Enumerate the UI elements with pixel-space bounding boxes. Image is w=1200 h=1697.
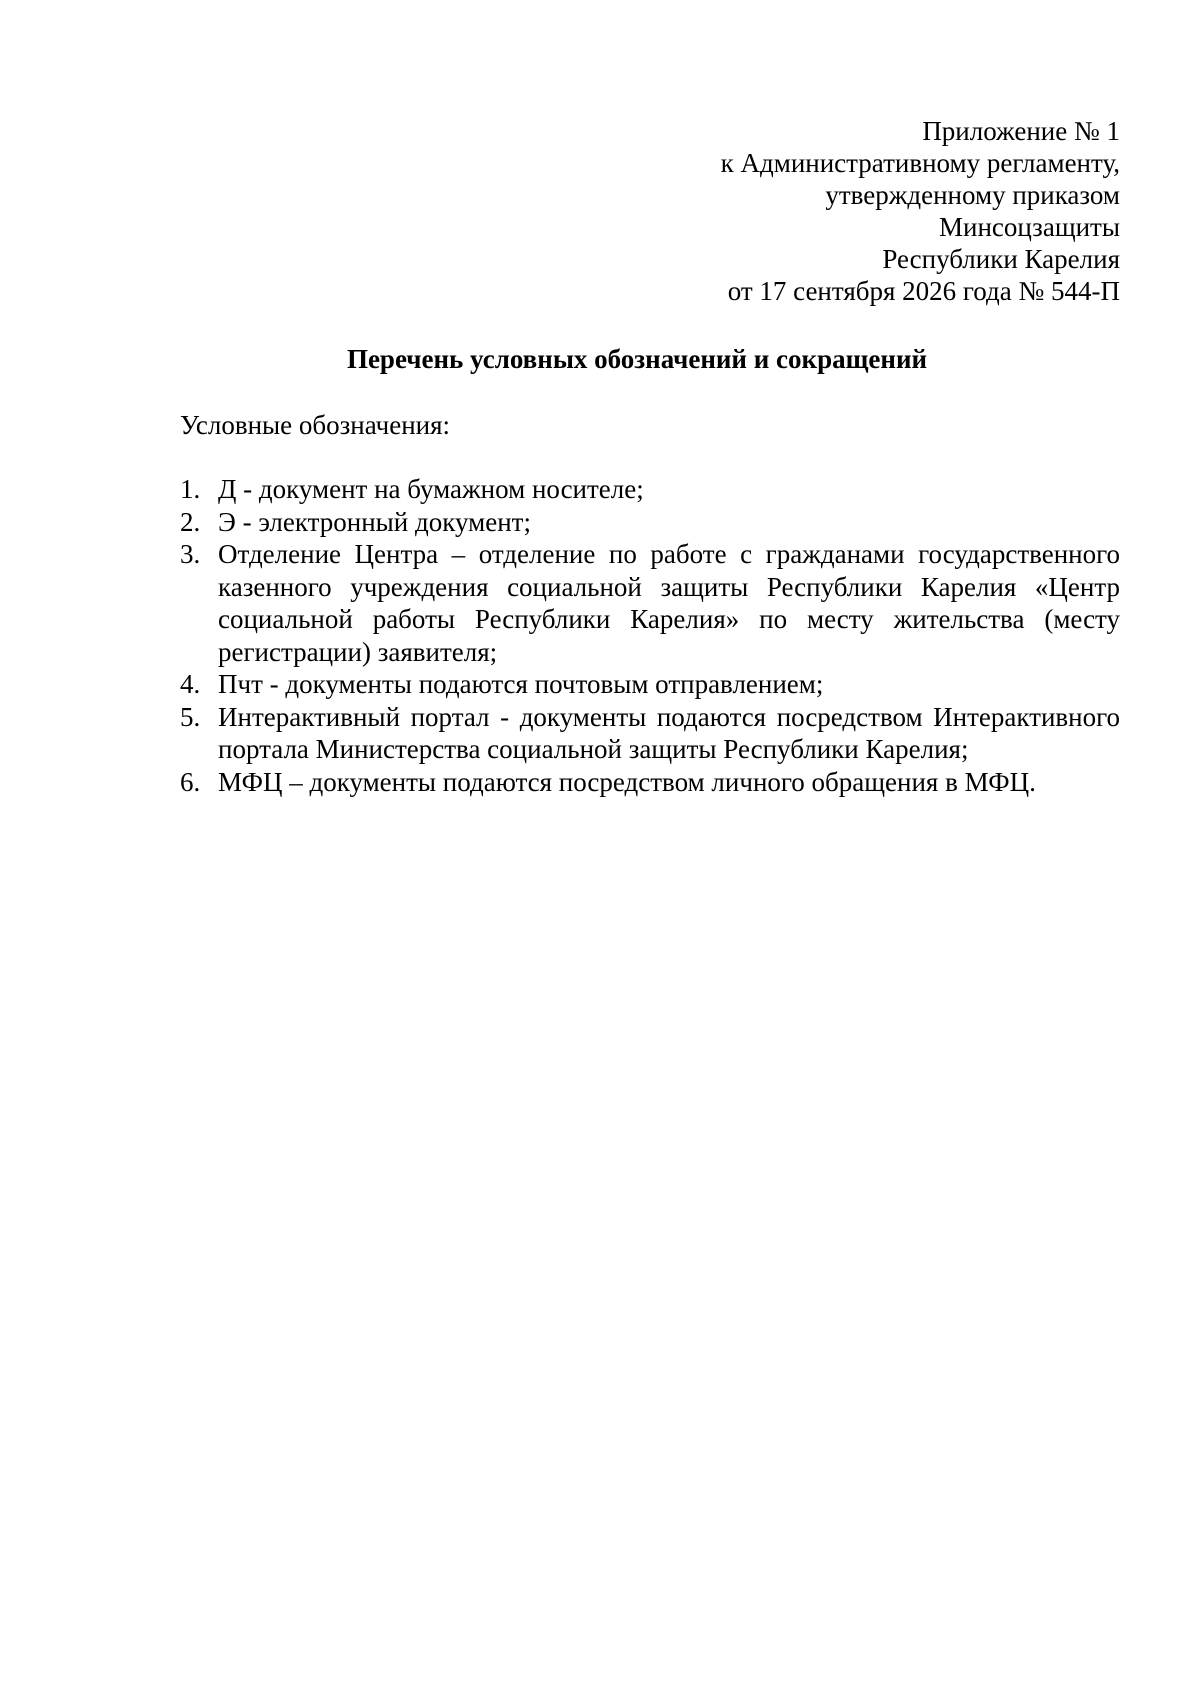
document-title: Перечень условных обозначений и сокращений xyxy=(346,344,928,374)
list-item xyxy=(180,506,1120,539)
appendix-date: от 17 сентября 2026 года № 544-П xyxy=(727,276,1120,306)
list-item-number: 2. xyxy=(180,506,201,537)
list-item-text: Д - документ на бумажном носителе; xyxy=(218,474,644,504)
appendix-republic: Республики Карелия xyxy=(882,244,1120,274)
list-item-text: Пчт - документы подаются почтовым отправлением; xyxy=(218,669,824,699)
appendix-reference: к Административному регламенту, xyxy=(720,148,1120,178)
list-item-number: 6. xyxy=(180,766,201,797)
list-item-number: 5. xyxy=(180,701,201,732)
list-item xyxy=(180,766,1120,799)
list-item-number: 1. xyxy=(180,474,201,504)
appendix-header xyxy=(420,115,1120,307)
appendix-number: Приложение № 1 xyxy=(922,116,1120,146)
list-item-number: 3. xyxy=(180,539,201,569)
list-item xyxy=(180,538,1120,668)
list-item-number: 4. xyxy=(180,669,201,699)
list-item xyxy=(180,701,1120,766)
appendix-ministry: Минсоцзащиты xyxy=(939,212,1120,242)
section-subtitle: Условные обозначения: xyxy=(180,410,451,440)
list-item-text: МФЦ – документы подаются посредством личного обращения в МФЦ. xyxy=(218,766,1036,797)
list-item-text: Отделение Центра – отделение по работе с гражданами государственного казенного учреждения социальной защиты Республики Карелия «Центр социальной работы Республики Карелия» по месту жительства (месту регистрации) заявителя; xyxy=(218,539,1120,667)
list-item xyxy=(180,668,1120,701)
list-item-text: Интерактивный портал - документы подаются посредством Интерактивного портала Министерства социальной защиты Республики Карелия; xyxy=(218,701,1120,764)
list-item xyxy=(180,473,1120,506)
appendix-approval: утвержденному приказом xyxy=(825,180,1120,210)
list-item-text: Э - электронный документ; xyxy=(218,506,531,537)
abbreviations-list xyxy=(180,473,1120,798)
